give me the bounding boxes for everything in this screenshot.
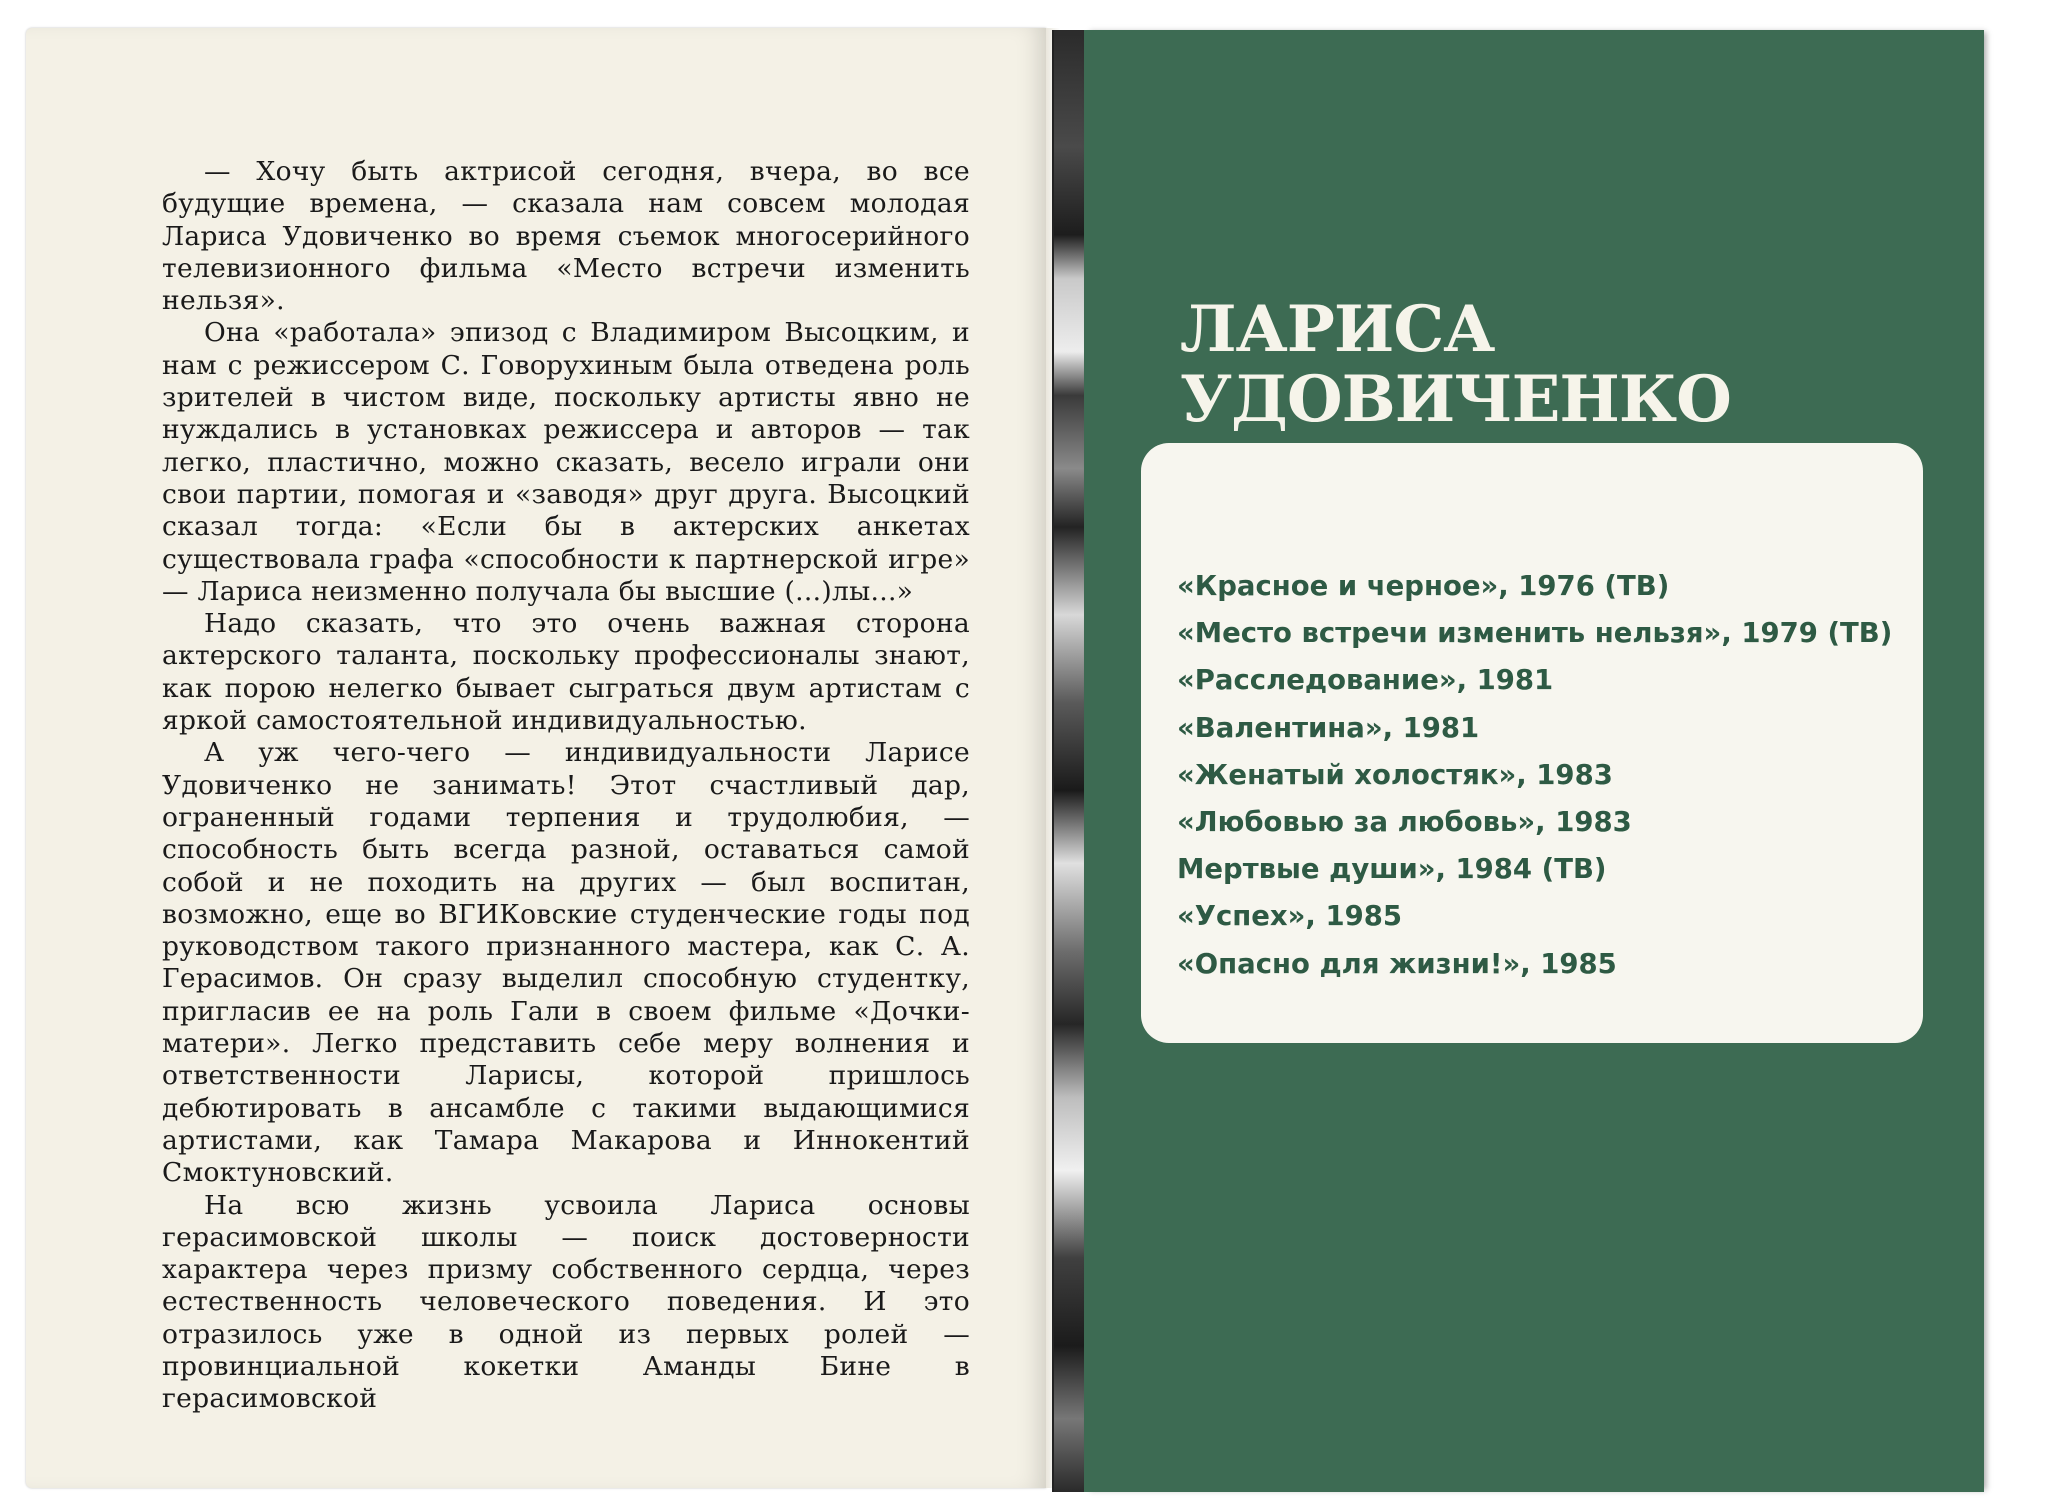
- paragraph: А уж чего-чего — индивидуальности Ларисе Удовиченко не занимать! Этот счастливый дар, ограненный годами терпения и трудолюбия, — способность быть всегда разной, оставаться самой собой и не походить на других — был воспитан, возможно, еще во ВГИКовские студенческие годы под руководством такого признанного мастера, как С. А. Герасимов. Он сразу выделил способную студентку, пригласив ее на роль Гали в своем фильме «Дочки-матери». Легко представить себе меру волнения и ответственности Ларисы, которой пришлось дебютировать в ансамбле с такими выдающимися артистами, как Тамара Макарова и Иннокентий Смоктуновский.: [162, 737, 970, 1189]
- film-item: «Опасно для жизни!», 1985: [1177, 947, 1617, 980]
- paragraph: Она «работала» эпизод с Владимиром Высоцким, и нам с режиссером С. Говорухиным была отведена роль зрителей в чистом виде, поскольку артисты явно не нуждались в установках режиссера и авторов — так легко, пластично, можно сказать, весело играли они свои партии, помогая и «заводя» друг друга. Высоцкий сказал тогда: «Если бы в актерских анкетах существовала графа «способности к партнерской игре» — Лариса неизменно получала бы высшие (...)лы...»: [162, 317, 970, 607]
- title-first-name: ЛАРИСА: [1180, 292, 1495, 367]
- film-item: «Красное и черное», 1976 (ТВ): [1177, 570, 1670, 602]
- film-item: Мертвые души», 1984 (ТВ): [1177, 853, 1607, 886]
- film-item: «Женатый холостяк», 1983: [1177, 758, 1613, 791]
- film-item: «Валентина», 1981: [1177, 711, 1480, 744]
- filmography-panel: [1141, 443, 1923, 1043]
- film-item: «Расследование», 1981: [1177, 664, 1554, 697]
- photo-edge-strip: [1052, 30, 1088, 1492]
- cover-card: [1084, 30, 1984, 1492]
- film-item: «Любовью за любовь», 1983: [1177, 806, 1632, 839]
- actress-name-title: [1180, 292, 1731, 437]
- paragraph: — Хочу быть актрисой сегодня, вчера, во все будущие времена, — сказала нам совсем молодая Лариса Удовиченко во время съемок многосерийного телевизионного фильма «Место встречи изменить нельзя».: [162, 156, 970, 317]
- film-item: «Место встречи изменить нельзя», 1979 (ТВ): [1177, 617, 1893, 650]
- paragraph: На всю жизнь усвоила Лариса основы герасимовской школы — поиск достоверности характера через призму собственного сердца, через естественность человеческого поведения. И это отразилось уже в одной из первых ролей — провинциальной кокетки Аманды Бине в герасимовской: [162, 1189, 970, 1415]
- left-page: [26, 28, 1046, 1488]
- paragraph: Надо сказать, что это очень важная сторона актерского таланта, поскольку профессионалы знают, как порою нелегко бывает сыграться двум артистам с яркой самостоятельной индивидуальностью.: [162, 608, 970, 737]
- title-last-name: УДОВИЧЕНКО: [1180, 362, 1731, 437]
- article-text: [162, 156, 970, 1416]
- film-item: «Успех», 1985: [1177, 900, 1402, 933]
- filmography-list: [1177, 563, 1917, 988]
